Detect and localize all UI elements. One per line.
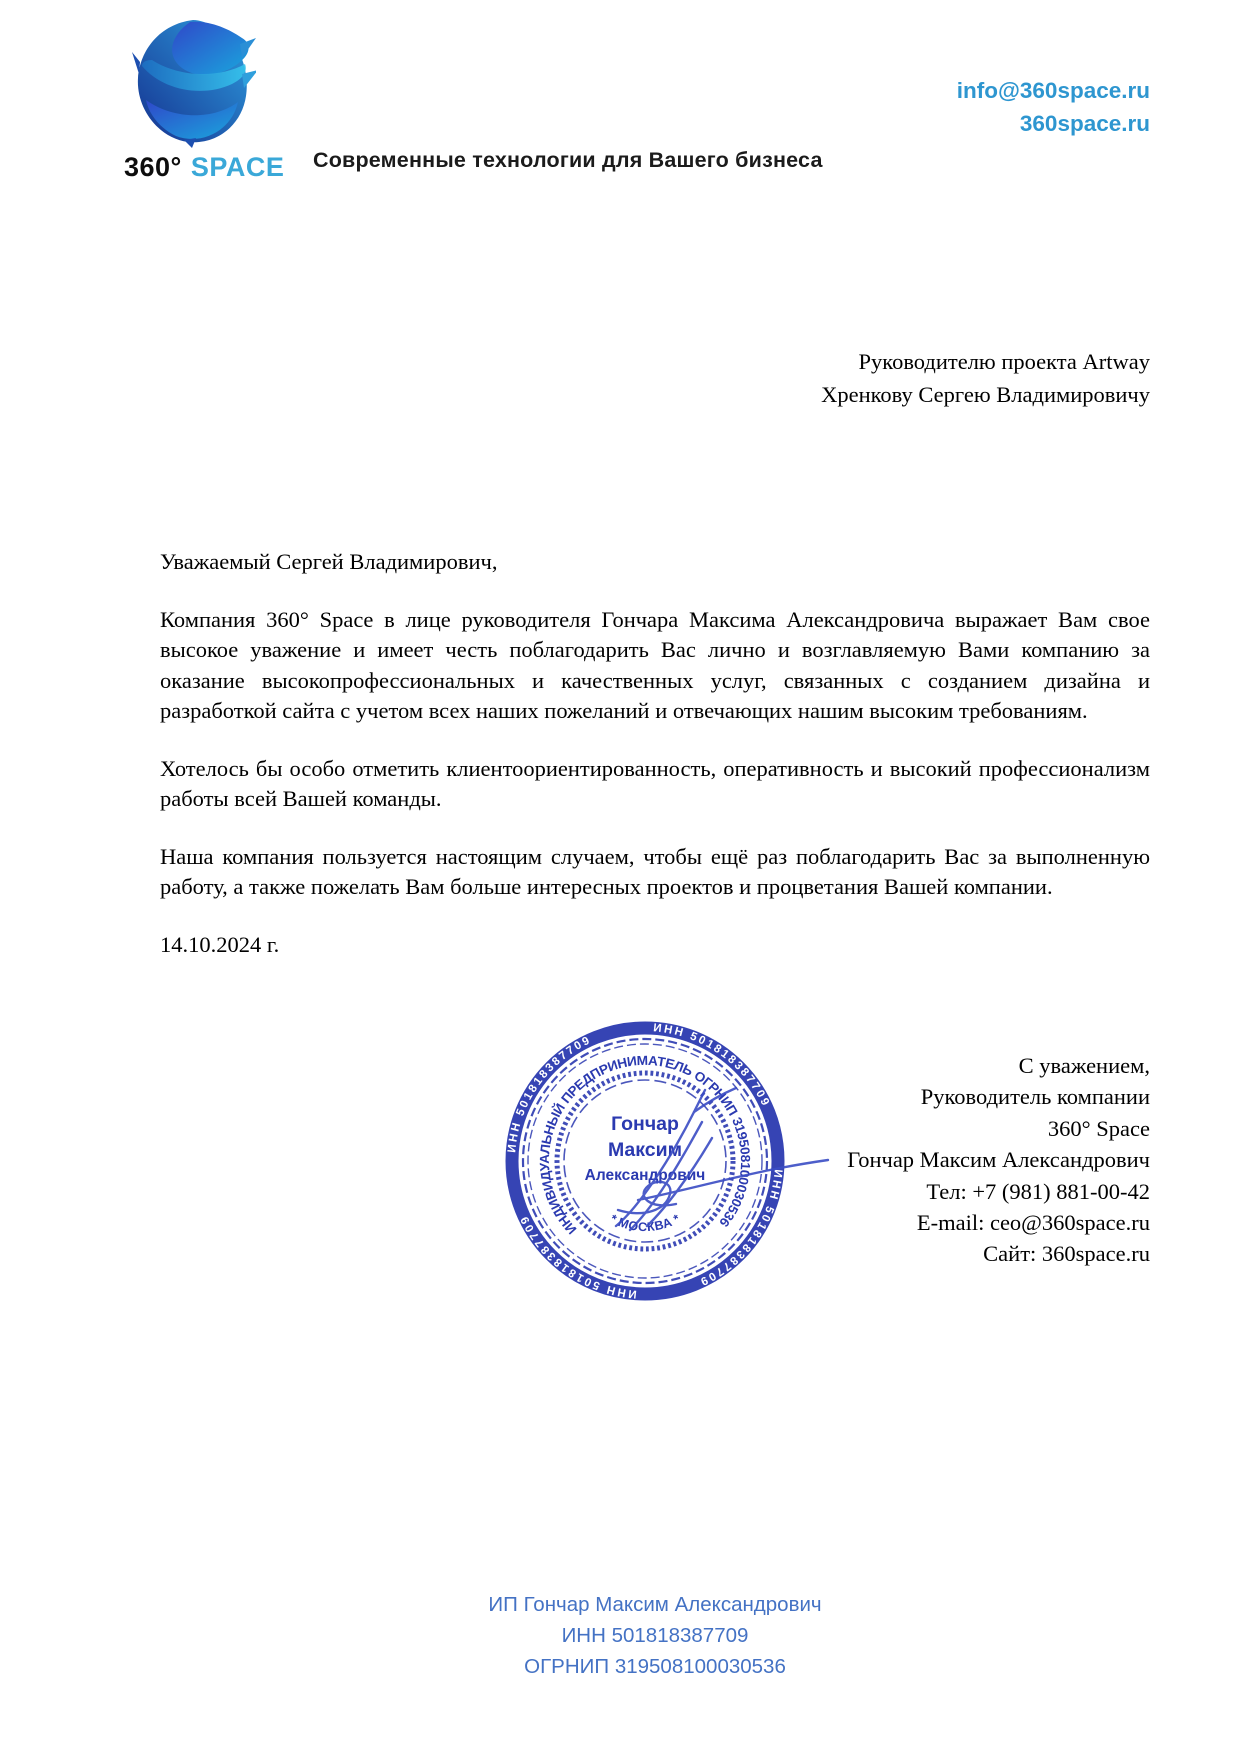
signature-line: 360° Space [1047, 1115, 1150, 1141]
stamp-center-line: Гончар [611, 1113, 679, 1135]
signature-phone: Тел: +7 (981) 881-00-42 [926, 1178, 1150, 1204]
signature-email: E-mail: ceo@360space.ru [916, 1210, 1150, 1236]
signature-website: Сайт: 360space.ru [983, 1241, 1150, 1267]
brand-wordmark [124, 152, 284, 183]
footer-line: ОГРНИП 319508100030536 [524, 1655, 786, 1678]
company-logo-icon [130, 16, 256, 148]
stamp-city-text: * МОСКВА * [607, 1211, 683, 1235]
signature-line: Руководитель компании [920, 1084, 1150, 1110]
letter-date: 14.10.2024 г. [160, 931, 280, 957]
signature-line: С уважением, [1018, 1053, 1150, 1078]
header-contacts [957, 74, 1150, 140]
stamp-inn-text: ИНН 501818387709 [517, 1212, 638, 1300]
letter-body [160, 547, 1150, 987]
body-paragraph: Компания 360° Space в лице руководителя Гончара Максима Александровича выражает Вам свое высокое уважение и имеет честь поблагодарить Вас лично и возглавляемую Вами компанию за оказание высокопрофессиональных и качественных услуг, связанных с созданием дизайна и разработкой сайта с учетом всех наших пожеланий и отвечающих нашим высоким требованиям. [160, 606, 1150, 723]
stamp-center-line: Максим [607, 1139, 683, 1161]
stamp-inn-text: ИНН 501818387709 [506, 1033, 594, 1154]
stamp-entrepreneur-text: ИНДИВИДУАЛЬНЫЙ ПРЕДПРИНИМАТЕЛЬ ОГРНИП 319508100030536 [536, 1052, 754, 1238]
footer-requisites [160, 1589, 1150, 1682]
body-paragraph: Наша компания пользуется настоящим случаем, чтобы ещё раз поблагодарить Вас за выполненную работу, а также пожелать Вам больше интересных проектов и процветания Вашей компании. [160, 843, 1150, 899]
signature-line: Гончар Максим Александрович [847, 1147, 1150, 1173]
company-tagline: Современные технологии для Вашего бизнеса [313, 148, 823, 172]
company-stamp-icon [498, 1014, 792, 1308]
footer-line: ИП Гончар Максим Александрович [488, 1593, 822, 1616]
brand-space: SPACE [190, 152, 285, 182]
salutation: Уважаемый Сергей Владимирович, [160, 549, 498, 574]
stamp-inn-text: ИНН 501818387709 [696, 1168, 784, 1289]
body-paragraph: Хотелось бы особо отметить клиентоориентированность, оперативность и высокий профессионализм работы всей Вашей команды. [160, 755, 1150, 811]
header-website: 360space.ru [1019, 111, 1150, 136]
header-email: info@360space.ru [956, 78, 1150, 103]
brand-360: 360° [124, 152, 182, 182]
stamp-inn-text: ИНН 501818387709 [652, 1022, 773, 1110]
addressee-block [821, 346, 1150, 411]
addressee-line: Хренкову Сергею Владимировичу [821, 381, 1150, 407]
addressee-line: Руководителю проекта Artway [858, 349, 1150, 374]
signature-block [847, 1050, 1150, 1270]
footer-line: ИНН 501818387709 [561, 1624, 749, 1647]
stamp-center-line: Александрович [584, 1167, 706, 1184]
